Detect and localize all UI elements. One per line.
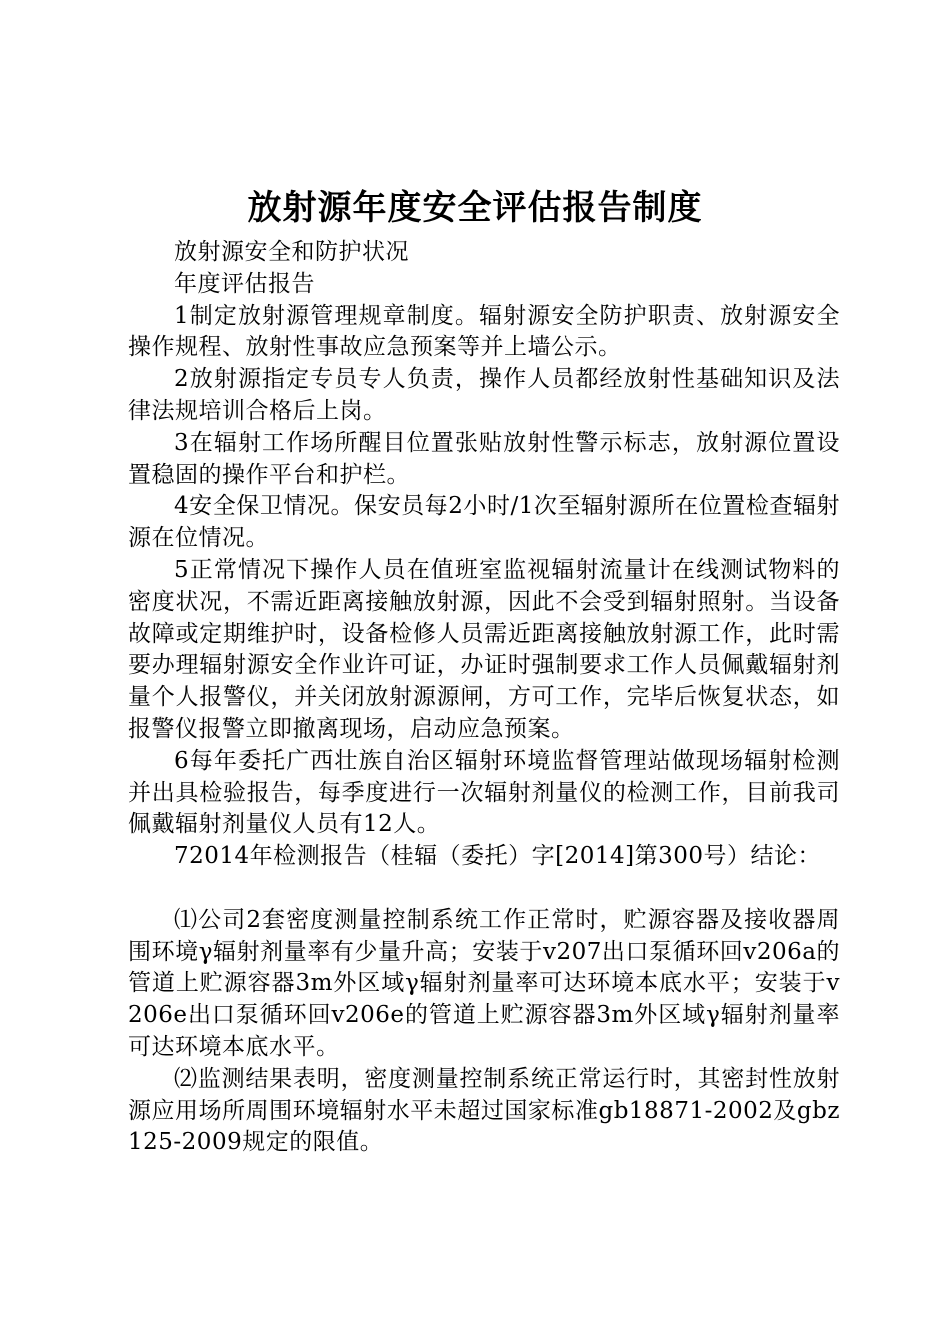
paragraph-item-4: 4安全保卫情况。保安员每2小时/1次至辐射源所在位置检查辐射源在位情况。 <box>128 493 840 552</box>
paragraph-item-5: 5正常情况下操作人员在值班室监视辐射流量计在线测试物料的密度状况，不需近距离接触放射源，因此不会受到辐射照射。当设备故障或定期维护时，设备检修人员需近距离接触放射源工作，此时需要办理辐射源安全作业许可证，办证时强制要求工作人员佩戴辐射剂量个人报警仪，并关闭放射源源闸，方可工作，完毕后恢复状态，如报警仪报警立即撤离现场，启动应急预案。 <box>128 556 840 742</box>
paragraph-item-7: 72014年检测报告（桂辐（委托）字[2014]第300号）结论： <box>174 843 822 870</box>
paragraph-item-3: 3在辐射工作场所醒目位置张贴放射性警示标志，放射源位置设置稳固的操作平台和护栏。 <box>128 429 840 488</box>
paragraph-heading-1: 放射源安全和防护状况 <box>174 239 409 265</box>
document-body <box>128 237 840 1159</box>
paragraph-item-1: 1制定放射源管理规章制度。辐射源安全防护职责、放射源安全操作规程、放射性事故应急预案等并上墙公示。 <box>128 302 840 361</box>
paragraph-item-2: 2放射源指定专员专人负责，操作人员都经放射性基础知识及法律法规培训合格后上岗。 <box>128 366 840 424</box>
paragraph-heading-2: 年度评估报告 <box>174 270 315 297</box>
paragraph-item-6: 6每年委托广西壮族自治区辐射环境监督管理站做现场辐射检测并出具检验报告，每季度进行一次辐射剂量仪的检测工作，目前我司佩戴辐射剂量仪人员有12人。 <box>128 747 840 838</box>
paragraph-conclusion-1: ⑴公司2套密度测量控制系统工作正常时，贮源容器及接收器周围环境γ辐射剂量率有少量升高；安装于v207出口泵循环回v206a的管道上贮源容器3m外区域γ辐射剂量率可达环境本底水平；安装于v206e出口泵循环回v206e的管道上贮源容器3m外区域γ辐射剂量率可达环境本底水平。 <box>128 906 840 1060</box>
paragraph-conclusion-2: ⑵监测结果表明，密度测量控制系统正常运行时，其密封性放射源应用场所周围环境辐射水平未超过国家标准gb18871-2002及gbz125-2009规定的限值。 <box>128 1065 840 1156</box>
document-title: 放射源年度安全评估报告制度 <box>247 188 703 228</box>
